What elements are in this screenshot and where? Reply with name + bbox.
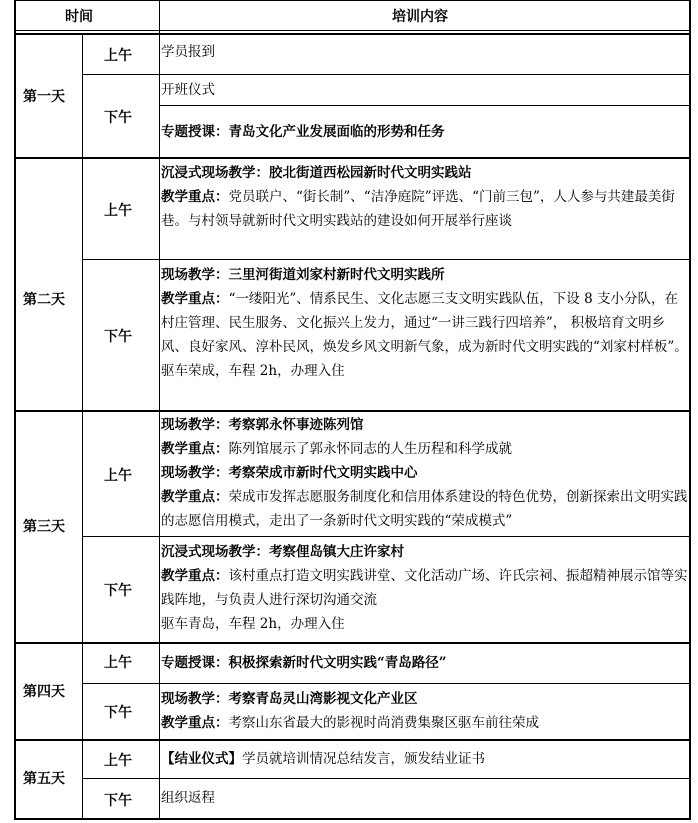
day4-top-line <box>14 642 690 644</box>
content-line-text: 驱车青岛，车程 2h，办理入住 <box>161 616 345 632</box>
content-line-text: 党员联户、“街长制”、“洁净庭院”评选、“门前三包”，人人参与共建最美街巷。与村领导就新时代文明实践站的建设如何开展举行座谈 <box>161 189 675 229</box>
content-line-text: 陈列馆展示了郭永怀同志的人生历程和科学成就 <box>228 441 512 457</box>
day1-pm-content-2 <box>161 120 689 144</box>
day5-am-bottom-line <box>82 778 690 779</box>
content-line-text: 学员报到 <box>161 44 215 60</box>
day1-am-label: 上午 <box>104 48 132 64</box>
day2-am-label: 上午 <box>104 203 132 219</box>
header-content: 培训内容 <box>392 9 448 25</box>
content-line-strong: 教学重点： <box>161 568 229 584</box>
content-line-strong: 教学重点： <box>161 715 229 731</box>
time-column-divider <box>159 0 160 820</box>
day1-pm-label: 下午 <box>104 110 132 126</box>
day5-am-label: 上午 <box>104 753 132 769</box>
content-line-strong: 现场教学：考察荣成市新时代文明实践中心 <box>161 465 418 481</box>
content-line <box>161 485 689 533</box>
content-line <box>161 711 689 735</box>
content-line-strong: 教学重点： <box>161 291 229 307</box>
content-line <box>161 747 689 771</box>
content-line-strong: 【结业仪式】 <box>161 751 242 767</box>
content-line <box>161 287 689 359</box>
content-line <box>161 185 689 233</box>
content-line <box>161 40 689 64</box>
day4-am-bottom-line <box>82 683 690 684</box>
day5-pm-label: 下午 <box>104 793 132 809</box>
content-line <box>161 651 689 675</box>
table-bottom-line <box>14 818 690 820</box>
day1-label: 第一天 <box>23 89 65 105</box>
content-line <box>161 540 689 564</box>
content-line <box>161 437 689 461</box>
content-line <box>161 564 689 612</box>
table-right-border <box>689 0 691 820</box>
content-line-strong: 现场教学：考察郭永怀事迹陈列馆 <box>161 417 364 433</box>
content-line-text: 学员就培训情况总结发言，颁发结业证书 <box>242 751 485 767</box>
content-line <box>161 161 689 185</box>
content-line-text: 该村重点打造文明实践讲堂、文化活动广场、许氏宗祠、振超精神展示馆等实践阵地，与负责人进行深切沟通交流 <box>161 568 688 608</box>
content-line <box>161 413 689 437</box>
day4-am-label: 上午 <box>104 655 132 671</box>
day4-am-content <box>161 651 689 675</box>
content-line-strong: 现场教学：三里河街道刘家村新时代文明实践所 <box>161 267 445 283</box>
day3-am-label: 上午 <box>104 468 132 484</box>
day3-label: 第三天 <box>23 519 65 535</box>
header-time: 时间 <box>65 9 93 25</box>
header-bottom-line <box>14 30 690 31</box>
day2-pm-content <box>161 263 689 383</box>
content-line <box>161 612 689 636</box>
day4-label: 第四天 <box>23 684 65 700</box>
table-left-border <box>14 0 16 820</box>
content-line-text: 考察山东省最大的影视时尚消费集聚区驱车前往荣成 <box>228 715 539 731</box>
day2-am-bottom-line <box>82 259 690 260</box>
day4-pm-content <box>161 687 689 735</box>
day3-am-content <box>161 413 689 533</box>
content-line <box>161 359 689 383</box>
day5-label: 第五天 <box>23 771 65 787</box>
content-line-text: 组织返程 <box>161 790 215 806</box>
day3-top-line <box>14 410 690 412</box>
day2-label: 第二天 <box>23 292 65 308</box>
day3-am-bottom-line <box>82 536 690 537</box>
day1-pm1-bottom-line <box>159 105 690 106</box>
header-top-line <box>14 0 690 1</box>
day2-am-content <box>161 161 689 233</box>
day2-pm-label: 下午 <box>104 329 132 345</box>
content-line-text: 开班仪式 <box>161 82 215 98</box>
content-line <box>161 263 689 287</box>
day5-am-content <box>161 747 689 771</box>
day3-pm-content <box>161 540 689 636</box>
content-line <box>161 786 689 810</box>
content-line-strong: 专题授课：青岛文化产业发展面临的形势和任务 <box>161 124 445 140</box>
content-line-strong: 教学重点： <box>161 489 229 505</box>
day5-pm-content <box>161 786 689 810</box>
day2-top-line <box>14 157 690 159</box>
day5-top-line <box>14 739 690 741</box>
day1-top-line <box>14 33 690 35</box>
content-line <box>161 120 689 144</box>
content-line <box>161 461 689 485</box>
content-line-strong: 专题授课：积极探索新时代文明实践“青岛路径” <box>161 655 447 671</box>
day1-am-content <box>161 40 689 64</box>
content-line-strong: 现场教学：考察青岛灵山湾影视文化产业区 <box>161 691 418 707</box>
content-line-strong: 教学重点： <box>161 441 229 457</box>
day3-pm-label: 下午 <box>104 583 132 599</box>
content-line-text: 荣成市发挥志愿服务制度化和信用体系建设的特色优势，创新探索出文明实践的志愿信用模式，走出了一条新时代文明实践的“荣成模式” <box>161 489 688 529</box>
content-line-strong: 沉浸式现场教学：胶北街道西松园新时代文明实践站 <box>161 165 472 181</box>
day1-pm-content-1 <box>161 78 689 102</box>
content-line-text: “一缕阳光”、情系民生、文化志愿三支文明实践队伍，下设 8 支小分队，在村庄管理、民生服务、文化振兴上发力，通过“一讲三践行四培养”， 积极培育文明乡风、良好家风、淳朴民风，焕发乡风文明新气象，成为新时代文明实践的“刘家村样板”。 <box>161 291 688 355</box>
day-column-divider <box>82 33 83 820</box>
content-line <box>161 687 689 711</box>
content-line-strong: 教学重点： <box>161 189 229 205</box>
content-line-strong: 沉浸式现场教学：考察俚岛镇大庄许家村 <box>161 544 404 560</box>
day4-pm-label: 下午 <box>104 705 132 721</box>
content-line-text: 驱车荣成，车程 2h，办理入住 <box>161 363 345 379</box>
content-line <box>161 78 689 102</box>
day1-am-bottom-line <box>82 74 690 75</box>
